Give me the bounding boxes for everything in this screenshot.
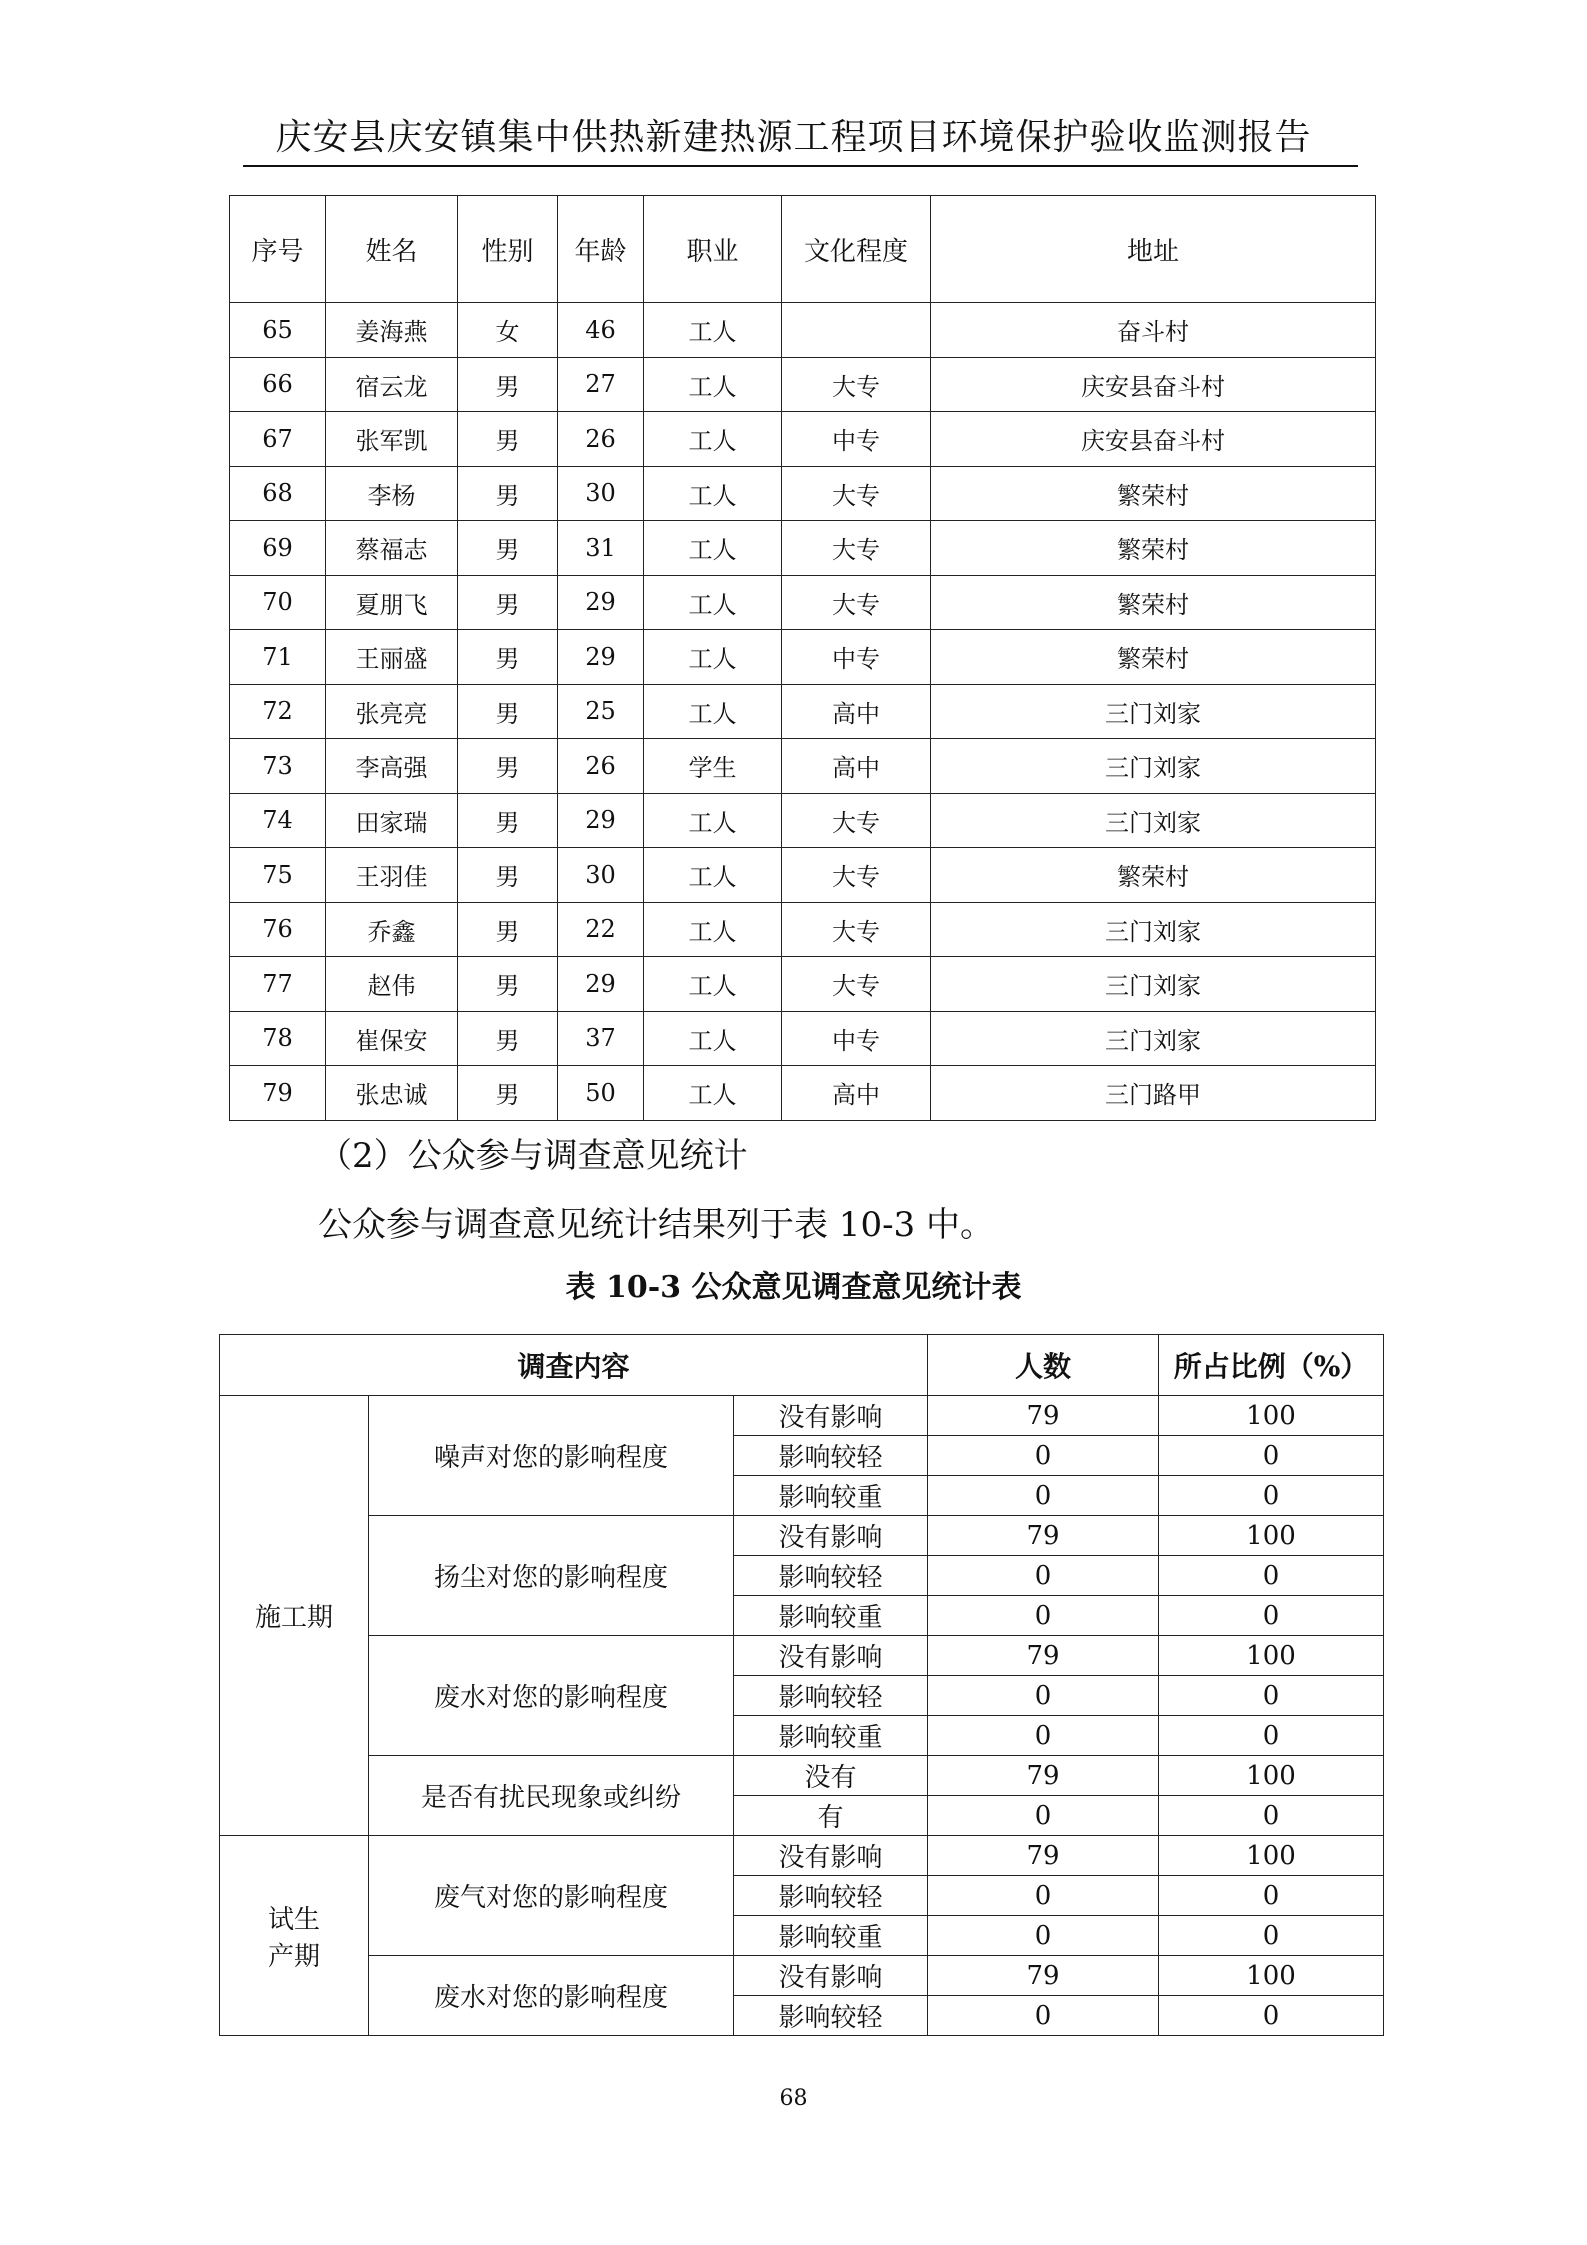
col-header-education: 文化程度 (782, 196, 931, 303)
cell-education: 大专 (782, 466, 931, 521)
cell-education: 大专 (782, 521, 931, 576)
cell-occupation: 工人 (644, 1011, 782, 1066)
count-cell: 0 (928, 1996, 1159, 2036)
page-number: 68 (779, 2086, 808, 2111)
report-title: 庆安县庆安镇集中供热新建热源工程项目环境保护验收监测报告 (275, 117, 1312, 158)
survey-item: 扬尘对您的影响程度 (369, 1516, 734, 1636)
cell-index: 73 (230, 739, 326, 794)
cell-education: 中专 (782, 1011, 931, 1066)
cell-age: 29 (558, 630, 644, 685)
percent-cell: 0 (1159, 1996, 1384, 2036)
percent-cell: 100 (1159, 1396, 1384, 1436)
cell-education: 大专 (782, 902, 931, 957)
cell-gender: 男 (458, 957, 558, 1012)
survey-item: 废气对您的影响程度 (369, 1836, 734, 1956)
option-cell: 影响较轻 (734, 1556, 928, 1596)
cell-index: 65 (230, 303, 326, 358)
cell-age: 30 (558, 466, 644, 521)
cell-index: 74 (230, 793, 326, 848)
cell-name: 张亮亮 (326, 684, 458, 739)
option-cell: 影响较重 (734, 1716, 928, 1756)
table-row (220, 1836, 1384, 1876)
option-cell: 没有影响 (734, 1396, 928, 1436)
cell-gender: 男 (458, 1066, 558, 1121)
cell-index: 69 (230, 521, 326, 576)
cell-age: 37 (558, 1011, 644, 1066)
cell-gender: 男 (458, 466, 558, 521)
cell-age: 46 (558, 303, 644, 358)
cell-occupation: 学生 (644, 739, 782, 794)
cell-address: 庆安县奋斗村 (931, 412, 1376, 467)
table-row (230, 739, 1376, 794)
cell-name: 田家瑞 (326, 793, 458, 848)
percent-cell: 100 (1159, 1756, 1384, 1796)
cell-gender: 男 (458, 793, 558, 848)
cell-age: 30 (558, 848, 644, 903)
cell-address: 繁荣村 (931, 575, 1376, 630)
cell-age: 29 (558, 793, 644, 848)
table-row (230, 848, 1376, 903)
percent-cell: 0 (1159, 1676, 1384, 1716)
table-caption: 表 10-3 公众意见调查意见统计表 (565, 1270, 1022, 1305)
table-row (220, 1756, 1384, 1796)
count-cell: 0 (928, 1876, 1159, 1916)
cell-education: 高中 (782, 1066, 931, 1121)
percent-cell: 0 (1159, 1916, 1384, 1956)
cell-gender: 男 (458, 848, 558, 903)
cell-name: 姜海燕 (326, 303, 458, 358)
table-row (220, 1636, 1384, 1676)
percent-cell: 0 (1159, 1436, 1384, 1476)
option-cell: 有 (734, 1796, 928, 1836)
table-row (220, 1956, 1384, 1996)
col-header-content: 调查内容 (220, 1335, 928, 1396)
section-heading: （2）公众参与调查意见统计 (318, 1136, 748, 1176)
option-cell: 影响较重 (734, 1916, 928, 1956)
percent-cell: 0 (1159, 1556, 1384, 1596)
percent-cell: 0 (1159, 1876, 1384, 1916)
count-cell: 0 (928, 1916, 1159, 1956)
survey-item: 是否有扰民现象或纠纷 (369, 1756, 734, 1836)
col-header-gender: 性别 (458, 196, 558, 303)
cell-age: 29 (558, 957, 644, 1012)
option-cell: 没有 (734, 1756, 928, 1796)
cell-age: 31 (558, 521, 644, 576)
cell-occupation: 工人 (644, 793, 782, 848)
cell-occupation: 工人 (644, 466, 782, 521)
cell-occupation: 工人 (644, 575, 782, 630)
count-cell: 0 (928, 1796, 1159, 1836)
cell-gender: 男 (458, 521, 558, 576)
cell-address: 繁荣村 (931, 466, 1376, 521)
cell-education: 大专 (782, 575, 931, 630)
cell-address: 奋斗村 (931, 303, 1376, 358)
cell-name: 李杨 (326, 466, 458, 521)
section-body: 公众参与调查意见统计结果列于表 10-3 中。 (318, 1205, 994, 1245)
cell-education: 大专 (782, 848, 931, 903)
option-cell: 影响较重 (734, 1596, 928, 1636)
cell-education: 大专 (782, 357, 931, 412)
cell-education: 高中 (782, 739, 931, 794)
table-row (230, 466, 1376, 521)
percent-cell: 0 (1159, 1716, 1384, 1756)
cell-occupation: 工人 (644, 848, 782, 903)
option-cell: 影响较轻 (734, 1436, 928, 1476)
table-row (230, 521, 1376, 576)
cell-occupation: 工人 (644, 957, 782, 1012)
cell-education: 中专 (782, 412, 931, 467)
cell-gender: 男 (458, 412, 558, 467)
cell-age: 26 (558, 739, 644, 794)
count-cell: 79 (928, 1756, 1159, 1796)
count-cell: 79 (928, 1396, 1159, 1436)
percent-cell: 100 (1159, 1636, 1384, 1676)
table-row (230, 412, 1376, 467)
cell-name: 蔡福志 (326, 521, 458, 576)
table-row (230, 684, 1376, 739)
survey-item: 废水对您的影响程度 (369, 1956, 734, 2036)
cell-address: 三门刘家 (931, 739, 1376, 794)
option-cell: 影响较轻 (734, 1996, 928, 2036)
table-row (220, 1396, 1384, 1436)
option-cell: 没有影响 (734, 1516, 928, 1556)
cell-address: 繁荣村 (931, 848, 1376, 903)
count-cell: 0 (928, 1596, 1159, 1636)
cell-address: 繁荣村 (931, 630, 1376, 685)
survey-item: 噪声对您的影响程度 (369, 1396, 734, 1516)
option-cell: 影响较轻 (734, 1676, 928, 1716)
cell-index: 72 (230, 684, 326, 739)
cell-occupation: 工人 (644, 684, 782, 739)
count-cell: 79 (928, 1636, 1159, 1676)
cell-address: 三门刘家 (931, 793, 1376, 848)
cell-education: 高中 (782, 684, 931, 739)
cell-index: 68 (230, 466, 326, 521)
cell-age: 27 (558, 357, 644, 412)
percent-cell: 0 (1159, 1476, 1384, 1516)
survey-item: 废水对您的影响程度 (369, 1636, 734, 1756)
cell-occupation: 工人 (644, 521, 782, 576)
col-header-age: 年龄 (558, 196, 644, 303)
percent-cell: 0 (1159, 1596, 1384, 1636)
cell-age: 29 (558, 575, 644, 630)
col-header-count: 人数 (928, 1335, 1159, 1396)
col-header-index: 序号 (230, 196, 326, 303)
cell-address: 庆安县奋斗村 (931, 357, 1376, 412)
cell-name: 张忠诚 (326, 1066, 458, 1121)
cell-name: 赵伟 (326, 957, 458, 1012)
cell-gender: 男 (458, 739, 558, 794)
cell-name: 夏朋飞 (326, 575, 458, 630)
option-cell: 没有影响 (734, 1836, 928, 1876)
cell-gender: 男 (458, 902, 558, 957)
period-label: 试生产期 (220, 1836, 369, 2036)
percent-cell: 100 (1159, 1956, 1384, 1996)
cell-gender: 男 (458, 1011, 558, 1066)
cell-age: 22 (558, 902, 644, 957)
cell-address: 三门刘家 (931, 1011, 1376, 1066)
header-divider (243, 165, 1358, 167)
table-row (230, 575, 1376, 630)
count-cell: 79 (928, 1516, 1159, 1556)
count-cell: 79 (928, 1956, 1159, 1996)
cell-occupation: 工人 (644, 357, 782, 412)
cell-education (782, 303, 931, 358)
option-cell: 没有影响 (734, 1956, 928, 1996)
cell-age: 25 (558, 684, 644, 739)
cell-gender: 男 (458, 684, 558, 739)
option-cell: 影响较重 (734, 1476, 928, 1516)
cell-age: 26 (558, 412, 644, 467)
cell-address: 三门刘家 (931, 684, 1376, 739)
col-header-percent: 所占比例（%） (1159, 1335, 1384, 1396)
count-cell: 0 (928, 1676, 1159, 1716)
cell-index: 75 (230, 848, 326, 903)
cell-gender: 女 (458, 303, 558, 358)
table-row (230, 1066, 1376, 1121)
cell-address: 繁荣村 (931, 521, 1376, 576)
cell-address: 三门刘家 (931, 957, 1376, 1012)
cell-address: 三门刘家 (931, 902, 1376, 957)
cell-index: 66 (230, 357, 326, 412)
table-row (230, 902, 1376, 957)
cell-index: 70 (230, 575, 326, 630)
table-row (230, 630, 1376, 685)
cell-index: 71 (230, 630, 326, 685)
col-header-address: 地址 (931, 196, 1376, 303)
cell-index: 77 (230, 957, 326, 1012)
table-row (230, 303, 1376, 358)
count-cell: 0 (928, 1556, 1159, 1596)
cell-name: 王羽佳 (326, 848, 458, 903)
option-cell: 影响较轻 (734, 1876, 928, 1916)
cell-index: 79 (230, 1066, 326, 1121)
table-row (230, 357, 1376, 412)
respondent-table (229, 195, 1376, 1121)
col-header-name: 姓名 (326, 196, 458, 303)
period-label: 施工期 (220, 1396, 369, 1836)
table-row (230, 1011, 1376, 1066)
cell-name: 宿云龙 (326, 357, 458, 412)
cell-occupation: 工人 (644, 1066, 782, 1121)
cell-index: 67 (230, 412, 326, 467)
option-cell: 没有影响 (734, 1636, 928, 1676)
cell-gender: 男 (458, 575, 558, 630)
cell-education: 大专 (782, 957, 931, 1012)
count-cell: 0 (928, 1716, 1159, 1756)
count-cell: 0 (928, 1436, 1159, 1476)
table-row (220, 1516, 1384, 1556)
count-cell: 0 (928, 1476, 1159, 1516)
col-header-occupation: 职业 (644, 196, 782, 303)
percent-cell: 100 (1159, 1516, 1384, 1556)
cell-name: 张军凯 (326, 412, 458, 467)
cell-name: 王丽盛 (326, 630, 458, 685)
cell-name: 崔保安 (326, 1011, 458, 1066)
cell-gender: 男 (458, 630, 558, 685)
cell-occupation: 工人 (644, 630, 782, 685)
cell-index: 76 (230, 902, 326, 957)
cell-index: 78 (230, 1011, 326, 1066)
table-header-row (230, 196, 1376, 303)
cell-occupation: 工人 (644, 303, 782, 358)
cell-education: 中专 (782, 630, 931, 685)
count-cell: 79 (928, 1836, 1159, 1876)
cell-education: 大专 (782, 793, 931, 848)
cell-name: 乔鑫 (326, 902, 458, 957)
cell-occupation: 工人 (644, 412, 782, 467)
cell-address: 三门路甲 (931, 1066, 1376, 1121)
table-header-row (220, 1335, 1384, 1396)
opinion-stats-table (219, 1334, 1384, 2036)
percent-cell: 0 (1159, 1796, 1384, 1836)
cell-age: 50 (558, 1066, 644, 1121)
cell-gender: 男 (458, 357, 558, 412)
cell-occupation: 工人 (644, 902, 782, 957)
cell-name: 李高强 (326, 739, 458, 794)
table-row (230, 957, 1376, 1012)
table-row (230, 793, 1376, 848)
percent-cell: 100 (1159, 1836, 1384, 1876)
